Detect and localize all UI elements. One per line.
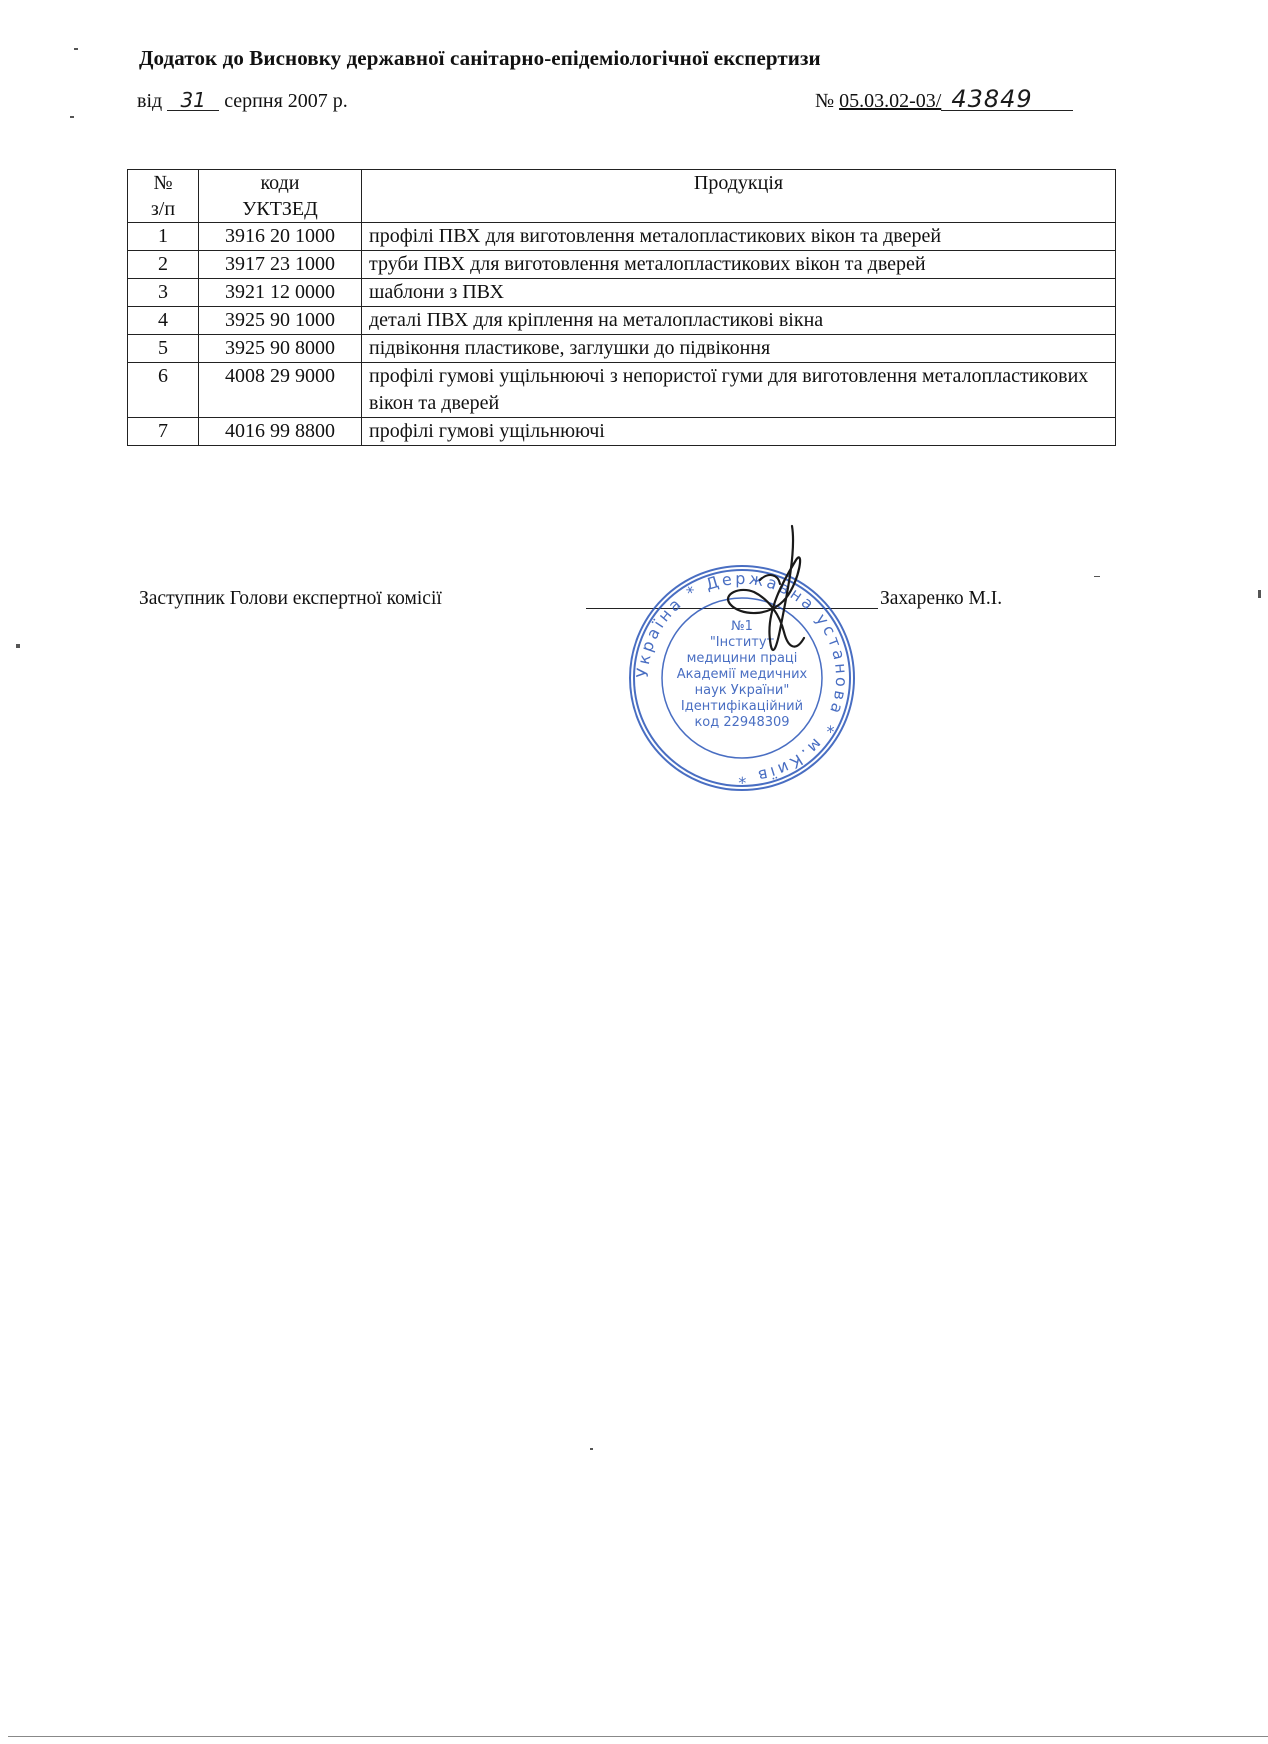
table-row	[128, 223, 1116, 251]
date-day-handwritten: 31	[167, 90, 219, 111]
document-title: Додаток до Висновку державної санітарно-епідеміологічної експертизи	[139, 46, 821, 70]
signer-role: Заступник Голови експертної комісії	[139, 588, 442, 609]
number-handwritten: 43849	[941, 88, 1073, 111]
row-code: 3921 12 0000	[199, 279, 362, 307]
signature-stroke	[760, 575, 780, 584]
header-no-line1: №	[153, 172, 173, 194]
table-row	[128, 335, 1116, 363]
date-rest: серпня 2007 р.	[224, 90, 348, 112]
row-product: труби ПВХ для виготовлення металопластикових вікон та дверей	[362, 251, 1116, 279]
stamp-line: наук України"	[694, 683, 790, 698]
products-table	[127, 169, 1116, 446]
stamp-outer-textpath: Україна * Державна установа * м.Київ *	[632, 568, 852, 788]
table-row	[128, 307, 1116, 335]
table-row	[128, 418, 1116, 446]
stamp-line: Ідентифікаційний	[680, 699, 804, 714]
row-no: 1	[128, 223, 199, 251]
row-no: 5	[128, 335, 199, 363]
number-code: 05.03.02-03/	[839, 90, 942, 112]
row-no: 6	[128, 363, 199, 418]
table-row	[128, 279, 1116, 307]
scan-speck	[70, 116, 74, 118]
row-code: 4016 99 8800	[199, 418, 362, 446]
scan-speck	[16, 644, 20, 648]
document-date	[137, 90, 348, 113]
header-code-line2: УКТЗЕД	[242, 198, 318, 220]
row-product: профілі ПВХ для виготовлення металопластикових вікон та дверей	[362, 223, 1116, 251]
row-code: 3917 23 1000	[199, 251, 362, 279]
header-code	[199, 170, 362, 223]
header-no	[128, 170, 199, 223]
stamp-line: Академії медичних	[676, 667, 808, 682]
signer-name: Захаренко М.І.	[880, 588, 1003, 609]
table-row	[128, 251, 1116, 279]
row-no: 4	[128, 307, 199, 335]
scan-speck	[590, 1448, 593, 1450]
row-code: 4008 29 9000	[199, 363, 362, 418]
scan-speck	[1258, 590, 1261, 598]
stamp-line: "Інститут	[709, 635, 775, 650]
table-row	[128, 363, 1116, 418]
row-product: профілі гумові ущільнюючі	[362, 418, 1116, 446]
row-no: 2	[128, 251, 199, 279]
stamp-line: №1	[731, 619, 753, 634]
header-product: Продукція	[362, 170, 1116, 223]
header-code-line1: коди	[260, 172, 300, 194]
number-prefix: №	[815, 90, 835, 112]
row-product: деталі ПВХ для кріплення на металопластикові вікна	[362, 307, 1116, 335]
row-code: 3925 90 8000	[199, 335, 362, 363]
row-no: 7	[128, 418, 199, 446]
document-number	[815, 85, 1073, 113]
scan-bottom-edge	[8, 1736, 1268, 1737]
table-header-row	[128, 170, 1116, 223]
handwritten-signature	[700, 520, 840, 660]
row-product: профілі гумові ущільнюючі з непористої гуми для виготовлення металопластикових вікон та дверей	[362, 363, 1116, 418]
row-product: підвіконня пластикове, заглушки до підвіконня	[362, 335, 1116, 363]
row-code: 3916 20 1000	[199, 223, 362, 251]
header-no-line2: з/п	[150, 198, 176, 220]
signature-stroke	[728, 526, 804, 650]
stamp-line: код 22948309	[694, 715, 790, 730]
row-code: 3925 90 1000	[199, 307, 362, 335]
row-no: 3	[128, 279, 199, 307]
scan-speck	[1094, 576, 1100, 577]
scan-speck	[74, 48, 78, 50]
date-prefix: від	[137, 90, 163, 112]
row-product: шаблони з ПВХ	[362, 279, 1116, 307]
stamp-line: медицини праці	[686, 651, 798, 666]
